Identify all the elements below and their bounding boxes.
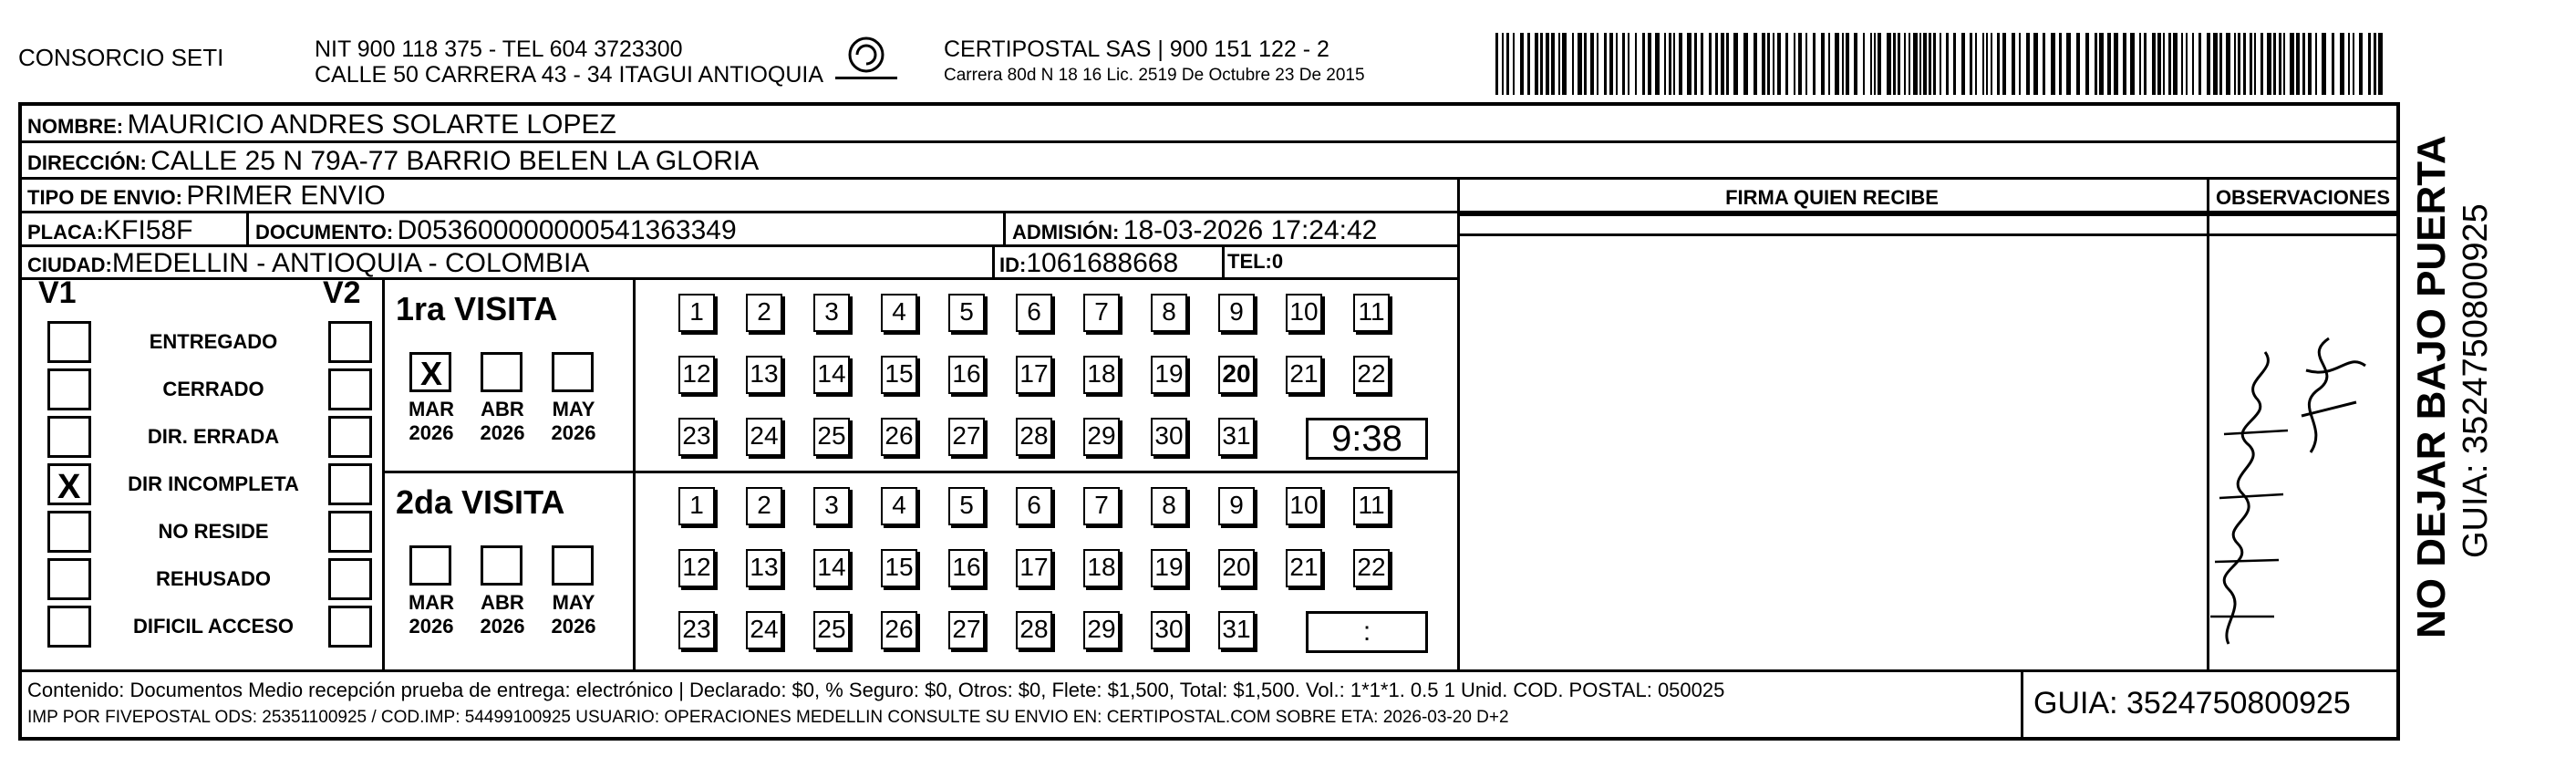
day-box[interactable]: 13 [746, 549, 782, 587]
status-label: DIR. ERRADA [147, 425, 280, 448]
day-box[interactable]: 6 [1016, 487, 1052, 525]
time-box[interactable]: : [1306, 611, 1428, 653]
month-checkbox[interactable] [481, 352, 522, 392]
v2-checkbox[interactable] [328, 416, 372, 458]
day-box[interactable]: 31 [1218, 611, 1255, 649]
day-box[interactable]: 25 [813, 418, 850, 456]
day-box[interactable]: 16 [948, 356, 985, 394]
day-box[interactable]: 14 [813, 549, 850, 587]
v1-label: V1 [38, 275, 77, 310]
day-box[interactable]: 30 [1151, 418, 1187, 456]
day-box[interactable]: 5 [948, 294, 985, 332]
day-box[interactable]: 9 [1218, 487, 1255, 525]
day-box[interactable]: 29 [1083, 611, 1120, 649]
month-checkbox[interactable] [552, 352, 594, 392]
day-box[interactable]: 10 [1286, 487, 1322, 525]
day-box[interactable]: 1 [678, 487, 715, 525]
day-box[interactable]: 1 [678, 294, 715, 332]
day-box[interactable]: 3 [813, 294, 850, 332]
v1-checkbox[interactable] [47, 558, 91, 600]
day-box[interactable]: 18 [1083, 356, 1120, 394]
certipostal-logo [830, 33, 903, 89]
documento-value: D053600000000541363349 [397, 215, 737, 245]
admision-label: ADMISIÓN: [1012, 221, 1120, 244]
tel-value: 0 [1271, 250, 1284, 273]
day-box[interactable]: 20 [1218, 549, 1255, 587]
month-label: ABR 2026 [480, 591, 525, 638]
day-box[interactable]: 17 [1016, 549, 1052, 587]
day-box[interactable]: 22 [1353, 549, 1390, 587]
day-box[interactable]: 21 [1286, 356, 1322, 394]
month-checkmark: X [420, 355, 443, 392]
ciudad-value: MEDELLIN - ANTIOQUIA - COLOMBIA [111, 248, 590, 278]
company-name: CONSORCIO SETI [18, 44, 224, 71]
status-label: DIR INCOMPLETA [128, 472, 299, 495]
v2-label: V2 [323, 275, 361, 310]
day-box[interactable]: 7 [1083, 294, 1120, 332]
v2-checkbox[interactable] [328, 368, 372, 410]
day-box[interactable]: 2 [746, 487, 782, 525]
license-line: Carrera 80d N 18 16 Lic. 2519 De Octubre 23 De 2015 [944, 66, 1365, 85]
day-box[interactable]: 12 [678, 356, 715, 394]
placa-value: KFI58F [103, 215, 193, 245]
v2-checkbox[interactable] [328, 463, 372, 505]
day-box[interactable]: 4 [881, 294, 917, 332]
status-label: NO RESIDE [158, 520, 269, 543]
day-box[interactable]: 13 [746, 356, 782, 394]
v2-checkbox[interactable] [328, 606, 372, 648]
day-box[interactable]: 28 [1016, 611, 1052, 649]
month-label: MAY 2026 [551, 591, 596, 638]
tipo-envio-label: TIPO DE ENVIO: [27, 186, 182, 209]
status-label: DIFICIL ACCESO [132, 615, 294, 638]
month-label: MAY 2026 [551, 398, 596, 444]
v1-checkbox[interactable] [47, 511, 91, 553]
footer-guia: GUIA: 3524750800925 [2033, 686, 2351, 721]
nit-line: NIT 900 118 375 - TEL 604 3723300 [315, 36, 683, 62]
signature [2192, 316, 2384, 653]
day-box[interactable]: 20 [1218, 356, 1255, 394]
day-box[interactable]: 21 [1286, 549, 1322, 587]
first-visit-title: 1ra VISITA [396, 290, 558, 327]
tel-label: TEL: [1227, 250, 1272, 273]
day-box[interactable]: 11 [1353, 294, 1390, 332]
day-box[interactable]: 26 [881, 611, 917, 649]
direccion-value: CALLE 25 N 79A-77 BARRIO BELEN LA GLORIA [150, 146, 760, 176]
day-box[interactable]: 14 [813, 356, 850, 394]
time-box[interactable]: 9:38 [1306, 418, 1428, 460]
id-label: ID: [999, 254, 1027, 276]
v2-checkbox[interactable] [328, 321, 372, 363]
direccion-label: DIRECCIÓN: [27, 151, 147, 174]
month-checkbox[interactable] [481, 545, 522, 586]
day-box[interactable]: 15 [881, 549, 917, 587]
certipostal-line: CERTIPOSTAL SAS | 900 151 122 - 2 [944, 36, 1329, 62]
v2-checkbox[interactable] [328, 558, 372, 600]
address-line: CALLE 50 CARRERA 43 - 34 ITAGUI ANTIOQUIA [315, 62, 824, 88]
id-value: 1061688668 [1026, 248, 1179, 278]
day-box[interactable]: 3 [813, 487, 850, 525]
month-label: MAR 2026 [408, 398, 455, 444]
nombre-value: MAURICIO ANDRES SOLARTE LOPEZ [127, 109, 616, 140]
day-box[interactable]: 23 [678, 418, 715, 456]
day-box[interactable]: 8 [1151, 487, 1187, 525]
day-box[interactable]: 6 [1016, 294, 1052, 332]
month-label: MAR 2026 [408, 591, 455, 638]
delivery-form [18, 102, 2400, 741]
day-box[interactable]: 19 [1151, 356, 1187, 394]
day-box[interactable]: 4 [881, 487, 917, 525]
month-checkbox[interactable] [409, 352, 451, 392]
second-visit-title: 2da VISITA [396, 483, 565, 521]
v1-checkbox[interactable] [47, 463, 91, 505]
day-box[interactable]: 30 [1151, 611, 1187, 649]
nombre-label: NOMBRE: [27, 115, 124, 138]
v1-checkbox[interactable] [47, 368, 91, 410]
v1-checkmark: X [57, 468, 81, 506]
v2-checkbox[interactable] [328, 511, 372, 553]
status-label: ENTREGADO [149, 330, 278, 353]
day-box[interactable]: 27 [948, 611, 985, 649]
status-label: REHUSADO [156, 567, 271, 590]
documento-label: DOCUMENTO: [255, 221, 394, 244]
month-checkbox[interactable] [409, 545, 451, 586]
no-dejar-bajo-puerta: NO DEJAR BAJO PUERTA [2409, 135, 2454, 638]
day-box[interactable]: 24 [746, 611, 782, 649]
day-box[interactable]: 28 [1016, 418, 1052, 456]
v1-checkbox[interactable] [47, 606, 91, 648]
barcode [1495, 33, 2389, 95]
day-box[interactable]: 8 [1151, 294, 1187, 332]
placa-label: PLACA: [27, 221, 104, 244]
day-box[interactable]: 7 [1083, 487, 1120, 525]
ciudad-label: CIUDAD: [27, 254, 112, 276]
day-box[interactable]: 16 [948, 549, 985, 587]
v1-checkbox[interactable] [47, 416, 91, 458]
v1-checkbox[interactable] [47, 321, 91, 363]
side-guia: GUIA: 3524750800925 [2457, 203, 2495, 558]
day-box[interactable]: 15 [881, 356, 917, 394]
day-box[interactable]: 27 [948, 418, 985, 456]
status-label: CERRADO [162, 378, 264, 400]
day-box[interactable]: 10 [1286, 294, 1322, 332]
month-checkbox[interactable] [552, 545, 594, 586]
admision-value: 18-03-2026 17:24:42 [1122, 215, 1378, 245]
day-box[interactable]: 23 [678, 611, 715, 649]
day-box[interactable]: 31 [1218, 418, 1255, 456]
month-label: ABR 2026 [480, 398, 525, 444]
day-box[interactable]: 9 [1218, 294, 1255, 332]
day-box[interactable]: 5 [948, 487, 985, 525]
contenido-line: Contenido: Documentos Medio recepción prueba de entrega: electrónico | Declarado: $0, % Seguro: $0, Otros: $0, Flete: $1,500, Total: $1,500. Vol.: 1*1*1. 0.5 1 Unid. COD. POSTAL: 050025 [27, 679, 1725, 701]
day-box[interactable]: 19 [1151, 549, 1187, 587]
day-box[interactable]: 11 [1353, 487, 1390, 525]
day-box[interactable]: 24 [746, 418, 782, 456]
day-box[interactable]: 12 [678, 549, 715, 587]
day-box[interactable]: 29 [1083, 418, 1120, 456]
day-box[interactable]: 22 [1353, 356, 1390, 394]
imp-line: IMP POR FIVEPOSTAL ODS: 25351100925 / COD.IMP: 54499100925 USUARIO: OPERACIONES MEDELLIN CONSULTE SU ENVIO EN: CERTIPOSTAL.COM SOBRE ETA: 2026-03-20 D+2 [27, 708, 1509, 727]
tipo-envio-value: PRIMER ENVIO [186, 181, 386, 211]
observaciones-label: OBSERVACIONES [2215, 186, 2391, 209]
firma-label: FIRMA QUIEN RECIBE [1725, 186, 1939, 209]
day-box[interactable]: 2 [746, 294, 782, 332]
day-box[interactable]: 25 [813, 611, 850, 649]
day-box[interactable]: 18 [1083, 549, 1120, 587]
day-box[interactable]: 26 [881, 418, 917, 456]
day-box[interactable]: 17 [1016, 356, 1052, 394]
